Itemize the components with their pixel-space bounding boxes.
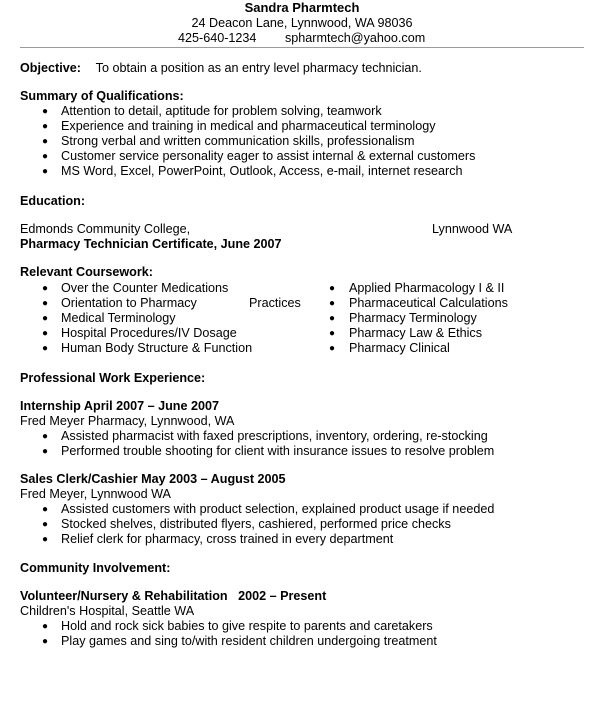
list-item: ● Pharmacy Clinical bbox=[329, 341, 450, 356]
education-school: Edmonds Community College, bbox=[20, 222, 191, 236]
list-item: ● Orientation to Pharmacy Practices bbox=[42, 296, 301, 311]
objective-section bbox=[20, 61, 422, 76]
list-item: ● Performed trouble shooting for client with insurance issues to resolve problem bbox=[42, 444, 495, 459]
list-item: ● Play games and sing to/with resident children undergoing treatment bbox=[42, 634, 437, 649]
bullet-icon: ● bbox=[42, 328, 49, 340]
objective-text: To obtain a position as an entry level pharmacy technician. bbox=[95, 61, 422, 75]
bullet-icon: ● bbox=[42, 504, 49, 515]
community-org: Children's Hospital, Seattle WA bbox=[20, 604, 195, 618]
list-item: ● Hold and rock sick babies to give respite to parents and caretakers bbox=[42, 619, 433, 633]
bullet-icon: ● bbox=[42, 534, 49, 546]
bullet-icon: ● bbox=[42, 431, 49, 442]
bullet-icon: ● bbox=[329, 328, 336, 340]
job-title: Sales Clerk/Cashier May 2003 – August 2005 bbox=[20, 472, 286, 486]
candidate-email[interactable]: spharmtech@yahoo.com bbox=[285, 31, 426, 45]
header-divider bbox=[20, 47, 584, 48]
job-duties-list bbox=[20, 502, 494, 547]
bullet-icon: ● bbox=[42, 166, 49, 178]
list-item: ● Stocked shelves, distributed flyers, cashiered, performed price checks bbox=[42, 517, 451, 532]
bullet-icon: ● bbox=[42, 151, 49, 163]
bullet-icon: ● bbox=[329, 283, 336, 294]
coursework-heading: Relevant Coursework: bbox=[20, 265, 153, 279]
job-employer: Fred Meyer, Lynnwood WA bbox=[20, 487, 171, 501]
education-certificate: Pharmacy Technician Certificate, June 2007 bbox=[20, 237, 282, 251]
coursework-practices: Practices bbox=[249, 296, 301, 311]
qualifications-list bbox=[20, 104, 475, 179]
list-item: ● Customer service personality eager to assist internal & external customers bbox=[42, 149, 476, 164]
list-item: ● Pharmacy Law & Ethics bbox=[329, 326, 482, 341]
list-item: ● Pharmaceutical Calculations bbox=[329, 296, 508, 311]
list-item: ● Pharmacy Terminology bbox=[329, 311, 477, 326]
candidate-address: 24 Deacon Lane, Lynnwood, WA 98036 bbox=[191, 16, 413, 30]
list-item: ● Experience and training in medical and pharmaceutical terminology bbox=[42, 119, 436, 134]
education-heading: Education: bbox=[20, 194, 86, 208]
bullet-icon: ● bbox=[42, 446, 49, 458]
bullet-icon: ● bbox=[42, 519, 49, 531]
list-item: ● Over the Counter Medications bbox=[42, 281, 229, 295]
list-item: ● Assisted customers with product selection, explained product usage if needed bbox=[42, 502, 495, 516]
objective-label: Objective: bbox=[20, 61, 81, 75]
job-title: Internship April 2007 – June 2007 bbox=[20, 399, 220, 413]
bullet-icon: ● bbox=[42, 343, 49, 355]
bullet-icon: ● bbox=[329, 343, 336, 355]
qualifications-heading: Summary of Qualifications: bbox=[20, 89, 184, 103]
job-employer: Fred Meyer Pharmacy, Lynnwood, WA bbox=[20, 414, 235, 428]
bullet-icon: ● bbox=[42, 621, 49, 632]
candidate-phone: 425-640-1234 bbox=[178, 31, 257, 45]
coursework-right-list bbox=[320, 281, 508, 356]
bullet-icon: ● bbox=[42, 313, 49, 325]
list-item: ● Human Body Structure & Function bbox=[42, 341, 253, 356]
job-duties-list bbox=[20, 429, 494, 459]
bullet-icon: ● bbox=[329, 313, 336, 325]
bullet-icon: ● bbox=[42, 121, 49, 133]
community-title: Volunteer/Nursery & Rehabilitation 2002 – Present bbox=[20, 589, 327, 603]
bullet-icon: ● bbox=[42, 283, 49, 294]
list-item: ● Applied Pharmacology I & II bbox=[329, 281, 505, 295]
list-item: ● Relief clerk for pharmacy, cross trained in every department bbox=[42, 532, 394, 547]
list-item: ● Assisted pharmacist with faxed prescriptions, inventory, ordering, re-stocking bbox=[42, 429, 488, 443]
coursework-left-list bbox=[20, 281, 301, 356]
list-item: ● Strong verbal and written communication skills, professionalism bbox=[42, 134, 415, 149]
list-item: ● Medical Terminology bbox=[42, 311, 176, 326]
candidate-name: Sandra Pharmtech bbox=[244, 0, 360, 15]
bullet-icon: ● bbox=[42, 136, 49, 148]
education-location: Lynnwood WA bbox=[432, 222, 513, 236]
bullet-icon: ● bbox=[42, 298, 49, 310]
list-item: ● Attention to detail, aptitude for problem solving, teamwork bbox=[42, 104, 382, 118]
bullet-icon: ● bbox=[42, 636, 49, 648]
bullet-icon: ● bbox=[329, 298, 336, 310]
list-item: ● MS Word, Excel, PowerPoint, Outlook, Access, e-mail, internet research bbox=[42, 164, 463, 179]
bullet-icon: ● bbox=[42, 106, 49, 117]
community-duties-list bbox=[20, 619, 437, 649]
experience-heading: Professional Work Experience: bbox=[20, 371, 206, 385]
list-item: ● Hospital Procedures/IV Dosage bbox=[42, 326, 237, 341]
community-heading: Community Involvement: bbox=[20, 561, 171, 575]
